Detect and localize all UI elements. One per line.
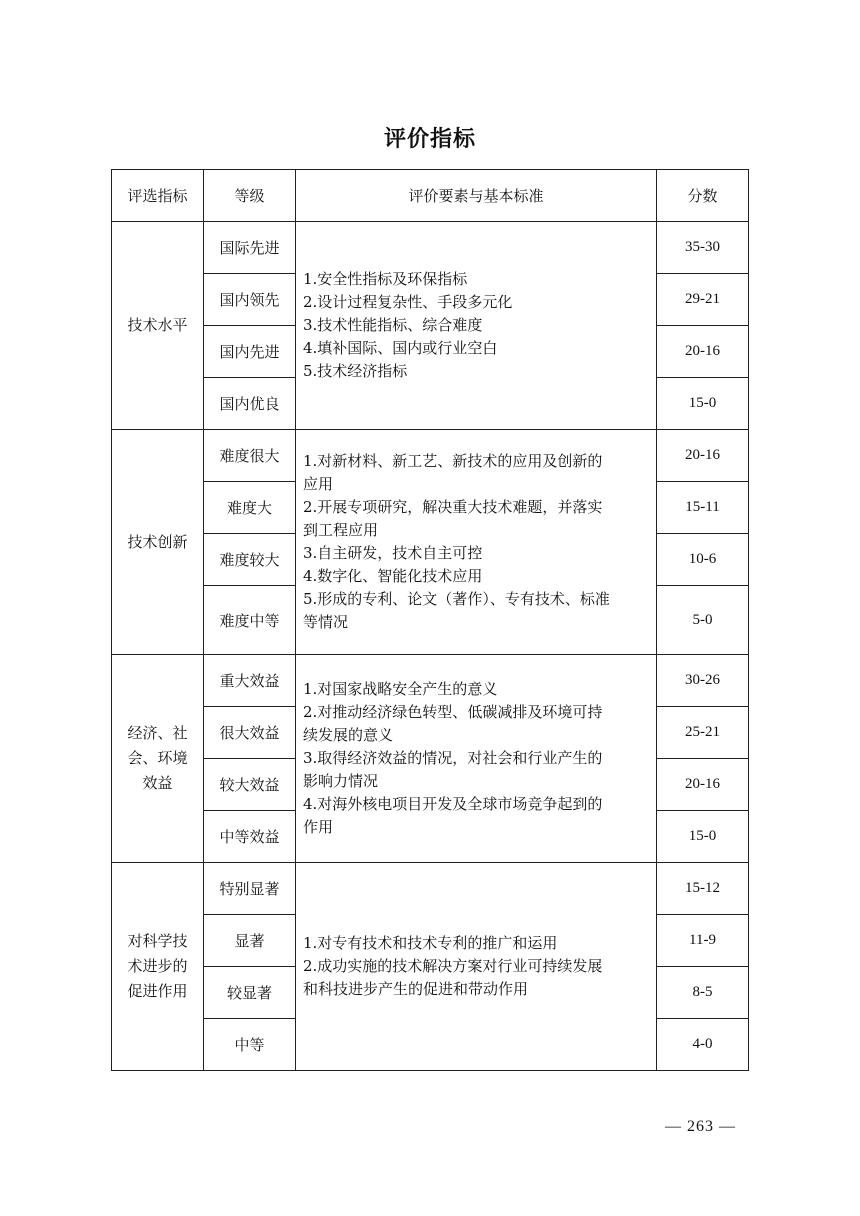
standard-line: 和科技进步产生的促进和带动作用 bbox=[303, 980, 529, 998]
table-row bbox=[112, 655, 749, 707]
standard-cell bbox=[296, 430, 657, 655]
indicator-line: 对科学技 bbox=[127, 932, 188, 950]
indicator-label: 技术创新 bbox=[127, 532, 188, 551]
grade-cell: 很大效益 bbox=[204, 707, 296, 759]
grade-cell: 国内领先 bbox=[204, 274, 296, 326]
score-cell: 20-16 bbox=[657, 326, 749, 378]
table-row bbox=[112, 222, 749, 274]
standard-line: 1.对国家战略安全产生的意义 bbox=[303, 680, 498, 698]
standard-line: 1.对专有技术和技术专利的推广和运用 bbox=[303, 934, 558, 952]
table-header-row bbox=[112, 170, 749, 222]
score-cell: 29-21 bbox=[657, 274, 749, 326]
score-cell: 20-16 bbox=[657, 759, 749, 811]
indicator-cell bbox=[112, 222, 204, 430]
score-cell: 4-0 bbox=[657, 1019, 749, 1071]
standard-line: 4.数字化、智能化技术应用 bbox=[303, 567, 483, 585]
score-cell: 5-0 bbox=[657, 586, 749, 655]
grade-cell: 重大效益 bbox=[204, 655, 296, 707]
standard-line: 2.对推动经济绿色转型、低碳减排及环境可持 bbox=[303, 703, 603, 721]
score-cell: 35-30 bbox=[657, 222, 749, 274]
header-indicator: 评选指标 bbox=[112, 170, 204, 222]
grade-cell: 特别显著 bbox=[204, 863, 296, 915]
standard-line: 等情况 bbox=[303, 613, 349, 631]
indicator-label: 技术水平 bbox=[127, 316, 188, 334]
grade-cell: 中等效益 bbox=[204, 811, 296, 863]
standard-cell bbox=[296, 863, 657, 1071]
standard-line: 4.对海外核电项目开发及全球市场竞争起到的 bbox=[303, 795, 603, 813]
standard-line: 5.形成的专利、论文（著作）、专有技术、标准 bbox=[303, 590, 610, 608]
page-title: 评价指标 bbox=[383, 127, 476, 152]
grade-cell: 国际先进 bbox=[204, 222, 296, 274]
standard-line: 1.安全性指标及环保指标 bbox=[303, 270, 468, 288]
indicator-line: 会、环境 bbox=[127, 749, 188, 767]
score-cell: 15-11 bbox=[657, 482, 749, 534]
grade-cell: 难度中等 bbox=[204, 586, 296, 655]
score-cell: 25-21 bbox=[657, 707, 749, 759]
standard-line: 3.取得经济效益的情况，对社会和行业产生的 bbox=[303, 749, 603, 767]
indicator-line: 经济、社 bbox=[127, 724, 188, 742]
score-cell: 15-0 bbox=[657, 811, 749, 863]
indicator-cell bbox=[112, 430, 204, 655]
standard-line: 续发展的意义 bbox=[303, 726, 394, 744]
standard-cell bbox=[296, 222, 657, 430]
standard-cell bbox=[296, 655, 657, 863]
standard-line: 应用 bbox=[303, 475, 334, 493]
grade-cell: 显著 bbox=[204, 915, 296, 967]
grade-cell: 国内优良 bbox=[204, 378, 296, 430]
score-cell: 8-5 bbox=[657, 967, 749, 1019]
table-row bbox=[112, 863, 749, 915]
score-cell: 10-6 bbox=[657, 534, 749, 586]
header-standard: 评价要素与基本标准 bbox=[296, 170, 657, 222]
indicator-cell bbox=[112, 863, 204, 1071]
grade-cell: 难度大 bbox=[204, 482, 296, 534]
standard-line: 到工程应用 bbox=[303, 521, 379, 539]
standard-line: 4.填补国际、国内或行业空白 bbox=[303, 339, 498, 357]
standard-line: 5.技术经济指标 bbox=[303, 362, 408, 380]
grade-cell: 中等 bbox=[204, 1019, 296, 1071]
grade-cell: 较显著 bbox=[204, 967, 296, 1019]
grade-cell: 国内先进 bbox=[204, 326, 296, 378]
standard-line: 作用 bbox=[303, 818, 334, 836]
score-cell: 11-9 bbox=[657, 915, 749, 967]
indicator-line: 促进作用 bbox=[127, 982, 188, 1000]
standard-line: 1.对新材料、新工艺、新技术的应用及创新的 bbox=[303, 452, 603, 470]
page-number: — 263 — bbox=[665, 1118, 736, 1135]
standard-line: 2.开展专项研究，解决重大技术难题，并落实 bbox=[303, 498, 603, 516]
standard-line: 3.自主研发，技术自主可控 bbox=[303, 544, 483, 562]
standard-line: 3.技术性能指标、综合难度 bbox=[303, 316, 483, 334]
header-grade: 等级 bbox=[204, 170, 296, 222]
grade-cell: 难度较大 bbox=[204, 534, 296, 586]
score-cell: 20-16 bbox=[657, 430, 749, 482]
score-cell: 30-26 bbox=[657, 655, 749, 707]
score-cell: 15-12 bbox=[657, 863, 749, 915]
evaluation-table bbox=[111, 169, 749, 1071]
header-score: 分数 bbox=[657, 170, 749, 222]
grade-cell: 较大效益 bbox=[204, 759, 296, 811]
standard-line: 2.设计过程复杂性、手段多元化 bbox=[303, 293, 513, 311]
standard-line: 2.成功实施的技术解决方案对行业可持续发展 bbox=[303, 957, 603, 975]
table-row bbox=[112, 430, 749, 482]
score-cell: 15-0 bbox=[657, 378, 749, 430]
grade-cell: 难度很大 bbox=[204, 430, 296, 482]
standard-line: 影响力情况 bbox=[303, 772, 379, 790]
indicator-line: 术进步的 bbox=[127, 957, 188, 975]
indicator-cell bbox=[112, 655, 204, 863]
indicator-line: 效益 bbox=[142, 774, 173, 792]
